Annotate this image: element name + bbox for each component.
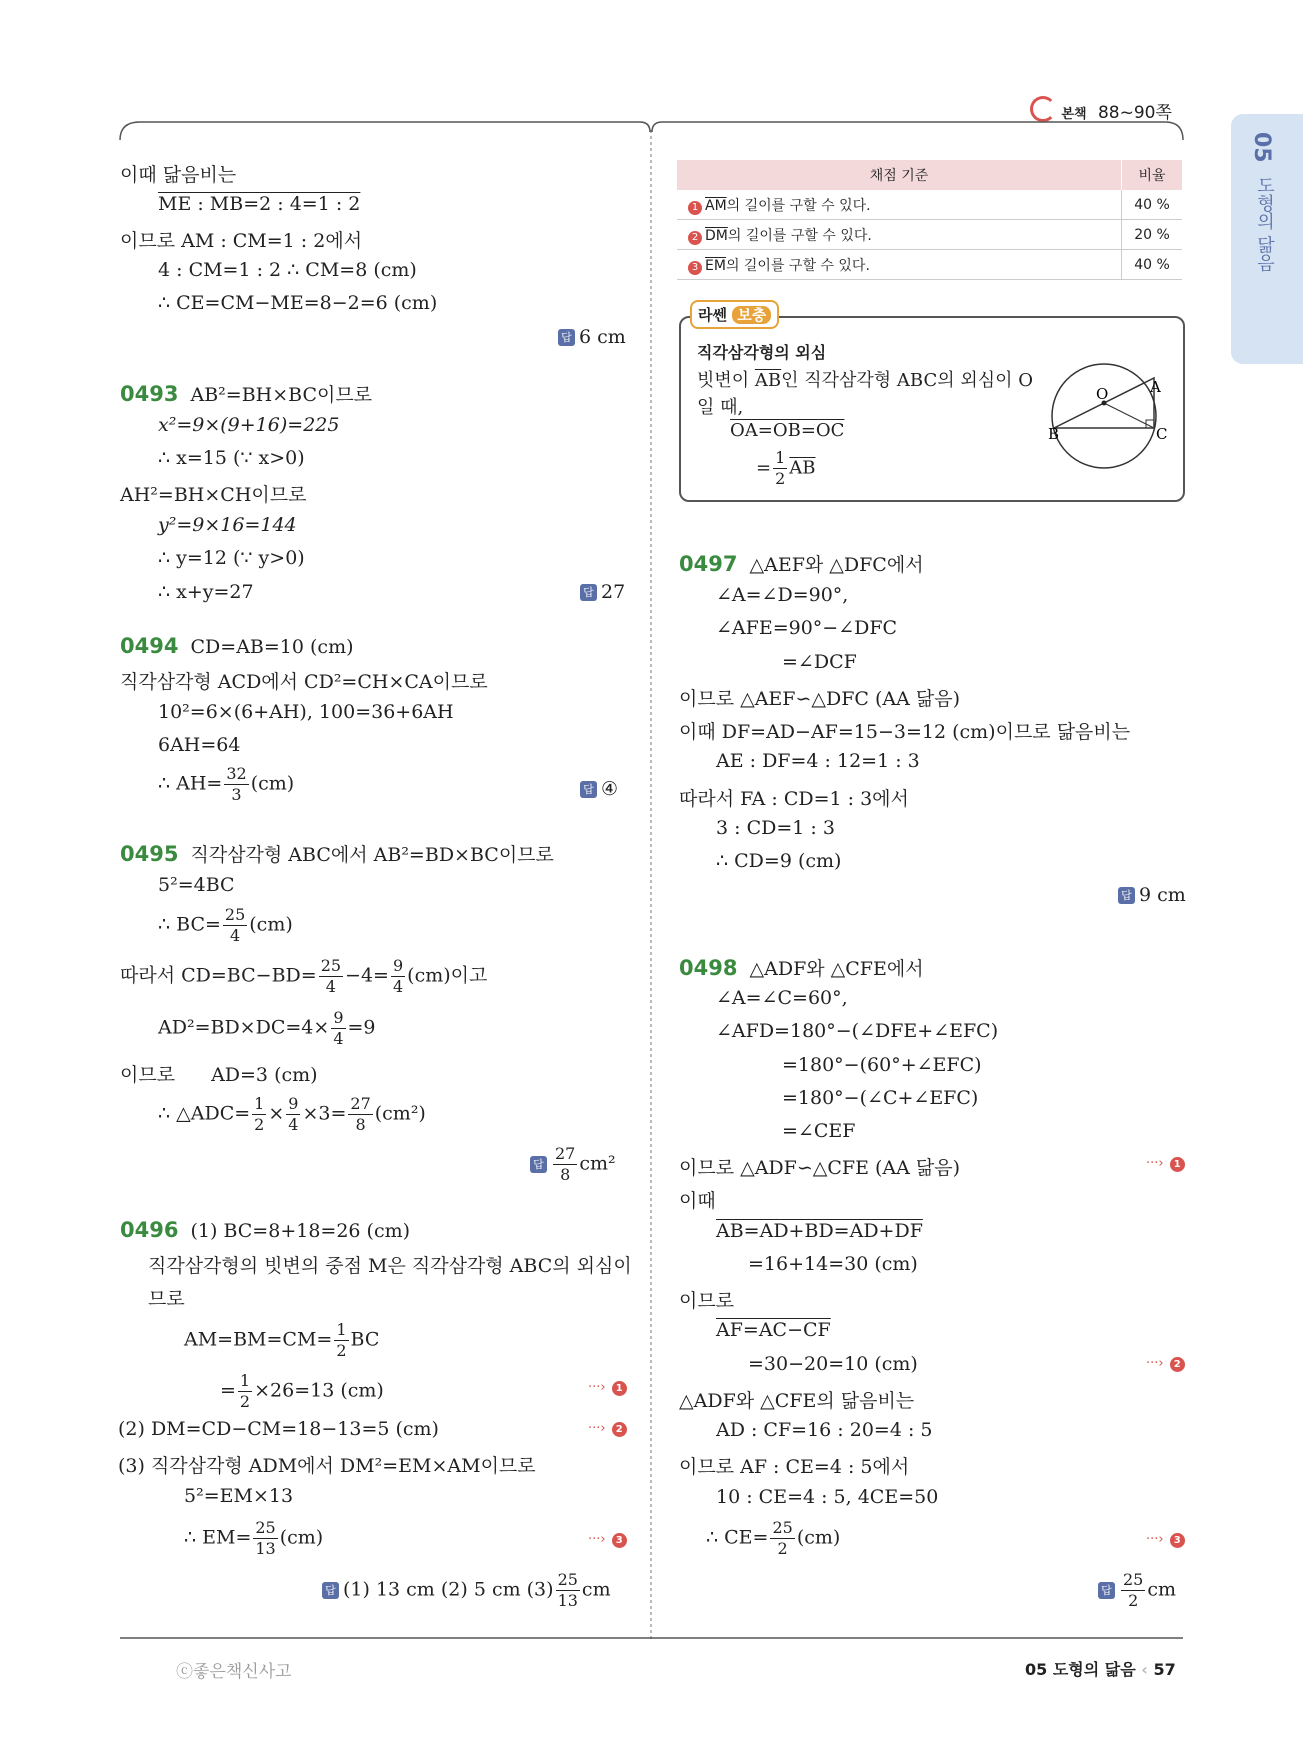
equation: ∴ x+y=27 (158, 581, 254, 603)
equation: 10²=6×(6+AH), 100=36+6AH (158, 701, 454, 723)
answer: 답 9 cm (1118, 884, 1186, 906)
table-row: 2 $\overline{DM}$의 길이를 구할 수 있다. 20 % (677, 220, 1182, 250)
table-row: 3 $\overline{EM}$의 길이를 구할 수 있다. 40 % (677, 250, 1182, 280)
equation: AH²=BH×CH이므로 (120, 484, 307, 506)
step-marker: ···› 3 (1146, 1532, 1185, 1548)
equation: ∠A=∠C=60°, (716, 987, 848, 1009)
equation: ∠AFD=180°−(∠DFE+∠EFC) (716, 1020, 999, 1042)
answer: 답 $\frac{25}{2}$ cm (1098, 1572, 1176, 1609)
equation: ME : MB=2 : 4=1 : 2 (158, 193, 361, 215)
equation: ∴ BC= $\frac{25}{4}$ (cm) (158, 905, 293, 945)
equation: 이므로 AD=3 (cm) (120, 1064, 318, 1086)
answer: 답 6 cm (558, 326, 626, 348)
equation: AF=AC−CF (716, 1319, 831, 1341)
equation: y²=9×16=144 (158, 514, 297, 536)
table-header: 비율 (1122, 160, 1183, 190)
equation: 따라서 CD=BC−BD= $\frac{25}{4}$ −4= $\frac{9}{4}$ (cm)이고 (120, 956, 488, 996)
problem-0497: 0497 △AEF와 △DFC에서 (679, 552, 924, 576)
chapter-side-tab[interactable] (1231, 114, 1303, 364)
equation: AM=BM=CM= $\frac{1}{2}$ BC (184, 1320, 380, 1360)
answer-icon: 답 (580, 781, 597, 798)
equation: ∴ EM= $\frac{25}{13}$ (cm) (184, 1518, 324, 1558)
equation: 직각삼각형 ACD에서 CD²=CH×CA이므로 (120, 671, 488, 693)
equation: ∠A=∠D=90°, (716, 584, 849, 606)
answer-icon: 답 (530, 1156, 547, 1173)
equation: =180°−(60°+∠EFC) (782, 1054, 982, 1076)
equation: ∴ x=15 (∵ x>0) (158, 447, 305, 469)
text-line: 이때 닮음비는 (120, 164, 237, 186)
supplement-tag: 라쎈 보충 (690, 300, 779, 329)
chapter-number: 05 (1249, 132, 1274, 163)
text-line: 일 때, (697, 397, 744, 418)
label-A: A (1150, 378, 1161, 396)
equation: ∴ CE= $\frac{25}{2}$ (cm) (706, 1518, 841, 1558)
equation: AB=AD+BD=AD+DF (716, 1220, 923, 1242)
equation: AD : CF=16 : 20=4 : 5 (716, 1419, 933, 1441)
step-marker: ···› 1 (1146, 1156, 1185, 1172)
answer-icon: 답 (322, 1582, 339, 1599)
equation: 이때 DF=AD−AF=15−3=12 (cm)이므로 닮음비는 (679, 721, 1131, 743)
equation: ∠AFE=90°−∠DFC (716, 617, 898, 639)
text-line: 이때 (679, 1190, 716, 1212)
page-range: 88~90쪽 (1097, 103, 1172, 123)
equation: (3) 직각삼각형 ADM에서 DM²=EM×AM이므로 (118, 1455, 536, 1477)
equation: =30−20=10 (cm) (748, 1353, 918, 1375)
footer-chapter: 05 도형의 닮음 ‹ 57 (1025, 1660, 1176, 1679)
equation: △ADF와 △CFE의 닮음비는 (679, 1390, 915, 1412)
answer: 답 ④ (580, 778, 618, 800)
circumcircle-diagram (1048, 356, 1184, 476)
answer-icon: 답 (558, 329, 575, 346)
equation: =16+14=30 (cm) (748, 1253, 918, 1275)
equation: =∠CEF (782, 1120, 856, 1142)
equation: 4 : CM=1 : 2 ∴ CM=8 (cm) (158, 259, 417, 281)
equation: 이므로 △ADF∽△CFE (AA 닮음) (679, 1157, 961, 1179)
equation: 따라서 FA : CD=1 : 3에서 (679, 788, 909, 810)
equation: ∴ CD=9 (cm) (716, 850, 842, 872)
equation: OA=OB=OC (730, 420, 845, 441)
equation: 이므로 AF : CE=4 : 5에서 (679, 1456, 910, 1478)
text-line: 이므로 (679, 1290, 735, 1312)
problem-0493: 0493 AB²=BH×BC이므로 (120, 382, 373, 406)
table-row: 1 $\overline{AM}$의 길이를 구할 수 있다. 40 % (677, 190, 1182, 220)
equation: ∴ △ADC= $\frac{1}{2}$ × $\frac{9}{4}$ ×3= $\frac{27}{8}$ (cm²) (158, 1094, 426, 1134)
label-C: C (1156, 425, 1168, 443)
page-number: 57 (1153, 1660, 1176, 1679)
supplement-title: 직각삼각형의 외심 (697, 343, 827, 362)
chapter-title: 도형의 닮음 (1254, 176, 1275, 272)
problem-0498: 0498 △ADF와 △CFE에서 (679, 956, 924, 980)
answer-icon: 답 (1098, 1582, 1115, 1599)
problem-0495: 0495 직각삼각형 ABC에서 AB²=BD×BC이므로 (120, 842, 554, 866)
equation: = $\frac{1}{2}$ $\overline{AB}$ (756, 448, 816, 488)
publisher-credit: ⓒ좋은책신사고 (176, 1662, 292, 1682)
step-marker: ···› 2 (588, 1421, 627, 1437)
problem-0496: 0496 (1) BC=8+18=26 (cm) (120, 1218, 411, 1242)
text-line: 빗변이 $\overline{AB}$인 직각삼각형 ABC의 외심이 O (697, 370, 1033, 391)
label-B: B (1048, 425, 1060, 443)
answer: 답 $\frac{27}{8}$ cm² (530, 1146, 616, 1183)
answer: 답 (1) 13 cm (2) 5 cm (3) $\frac{25}{13}$ cm (322, 1572, 611, 1609)
equation: 6AH=64 (158, 734, 241, 756)
answer: 답 27 (580, 581, 625, 603)
step-marker: ···› 2 (1146, 1356, 1185, 1372)
equation: 10 : CE=4 : 5, 4CE=50 (716, 1486, 939, 1508)
scoring-table (677, 160, 1182, 280)
equation: =180°−(∠C+∠EFC) (782, 1087, 979, 1109)
equation: AE : DF=4 : 12=1 : 3 (716, 750, 920, 772)
label-O: O (1096, 385, 1109, 403)
equation: ∴ CE=CM−ME=8−2=6 (cm) (158, 292, 438, 314)
table-header: 채점 기준 (677, 160, 1122, 190)
step-marker: ···› 3 (588, 1532, 627, 1548)
equation: 이므로 △AEF∽△DFC (AA 닮음) (679, 688, 961, 710)
book-label: 본책 (1061, 107, 1087, 122)
equation: 3 : CD=1 : 3 (716, 817, 835, 839)
equation: 5²=EM×13 (184, 1485, 294, 1507)
equation: = $\frac{1}{2}$ ×26=13 (cm) (220, 1371, 384, 1411)
equation: ∴ y=12 (∵ y>0) (158, 547, 305, 569)
step-marker: ···› 1 (588, 1380, 627, 1396)
equation: 5²=4BC (158, 874, 235, 896)
equation: AD²=BD×DC=4× $\frac{9}{4}$ =9 (158, 1008, 376, 1048)
text-line: 므로 (148, 1288, 185, 1310)
text-line: 이므로 AM : CM=1 : 2에서 (120, 230, 363, 252)
text-line: 직각삼각형의 빗변의 중점 M은 직각삼각형 ABC의 외심이 (148, 1255, 632, 1277)
equation: =∠DCF (782, 651, 857, 673)
equation: ∴ AH= $\frac{32}{3}$ (cm) (158, 764, 295, 804)
answer-icon: 답 (580, 584, 597, 601)
equation: x²=9×(9+16)=225 (158, 414, 340, 436)
equation: (2) DM=CD−CM=18−13=5 (cm) (118, 1418, 439, 1440)
answer-icon: 답 (1118, 887, 1135, 904)
problem-0494: 0494 CD=AB=10 (cm) (120, 634, 354, 658)
